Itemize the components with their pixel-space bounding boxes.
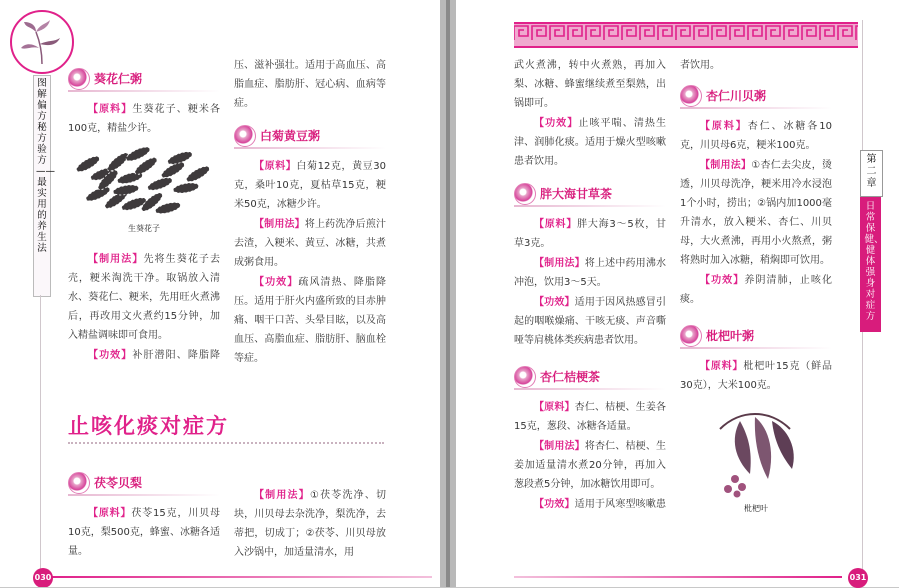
right-column-1 (514, 56, 666, 514)
recipe-title: 杏仁川贝粥 (706, 89, 767, 103)
side-divider (862, 332, 863, 572)
heading-underline (680, 347, 832, 349)
left-page (0, 0, 440, 587)
recipe-heading (68, 470, 220, 496)
effect-text: 止咳平喘、清热生津、润肺化痰。适用于燥火型咳嗽患者饮用。 (514, 118, 667, 167)
ingredients-text: 茯苓15克，川贝母10克，梨500克，蜂蜜、冰糖各适量。 (68, 508, 220, 557)
ingredients-label: 【原料】 (88, 104, 133, 115)
method-label: 【制用法】 (534, 441, 585, 452)
section-title: 止咳化痰对症方 (68, 414, 229, 438)
effect-text: 适用于风寒型咳嗽患 (574, 499, 666, 510)
heading-underline (680, 107, 832, 109)
method-paragraph (514, 437, 666, 494)
method-text: 将上述中药用沸水冲泡，饮用3～5天。 (514, 258, 667, 288)
book-spine (440, 0, 456, 587)
ingredients-label: 【原料】 (534, 219, 578, 230)
method-label: 【制用法】 (534, 258, 585, 269)
flower-logo-icon (10, 10, 74, 74)
recipe-title: 葵花仁粥 (94, 72, 143, 86)
method-text: ①茯苓洗净、切块，川贝母去杂洗净，梨洗净，去蒂把，切成丁；②茯苓、川贝母放入沙锅中，加适量清水，用 (234, 490, 386, 558)
side-title (33, 75, 55, 297)
ingredients-paragraph (68, 100, 220, 138)
recipe-title: 胖大海甘草茶 (540, 187, 613, 201)
ingredients-text: 杏仁、冰糖各10克，川贝母6克，粳米100克。 (680, 121, 833, 151)
method-label: 【制用法】 (700, 160, 752, 171)
ingredients-paragraph (514, 215, 666, 253)
ingredients-label: 【原料】 (700, 121, 748, 132)
effect-paragraph (234, 273, 386, 368)
ingredients-text: 胖大海3～5枚，甘草3克。 (514, 219, 666, 249)
heading-underline (514, 388, 666, 390)
method-text: 将上药洗净后煎汁去渣，入粳米、黄豆、冰糖，共煮成粥食用。 (234, 219, 387, 268)
heading-bullet-icon (68, 472, 90, 494)
ingredients-text: 生葵花子、粳米各100克，精盐少许。 (68, 104, 221, 134)
recipe-heading (680, 323, 832, 349)
chapter-label-box (860, 150, 883, 197)
heading-underline (234, 147, 386, 149)
chapter-title-tab (860, 197, 884, 332)
effect-paragraph (514, 495, 666, 514)
ingredients-label: 【原料】 (700, 361, 744, 372)
method-text: ①杏仁去尖皮，烫透，川贝母洗净，粳米用冷水浸泡1个小时，捞出；②锅内加1000毫升清水，放入粳米、杏仁、川贝母，大火煮沸，再用小火熬煮，粥将熟时加入冰糖，稍焖即可饮用。 (680, 160, 832, 266)
left-column-3 (68, 470, 220, 561)
effect-label: 【功效】 (254, 277, 299, 288)
method-paragraph (680, 156, 832, 270)
recipe-title: 杏仁桔梗茶 (540, 370, 601, 384)
effect-paragraph (514, 293, 666, 350)
recipe-heading (234, 123, 386, 149)
page-number: 030 (33, 568, 53, 587)
section-rule (68, 442, 384, 444)
ingredients-paragraph (680, 117, 832, 155)
effect-label: 【功效】 (534, 118, 579, 129)
recipe-heading (514, 364, 666, 390)
effect-paragraph (514, 114, 666, 171)
effect-label: 【功效】 (534, 499, 575, 510)
right-column-2 (680, 56, 832, 518)
method-text: 将杏仁、桔梗、生姜加适量清水煮20分钟，再加入葱段煮5分钟，加冰糖饮用即可。 (514, 441, 667, 490)
left-column-2 (234, 56, 386, 368)
heading-bullet-icon (514, 366, 536, 388)
left-column-1 (68, 66, 220, 365)
effect-label: 【功效】 (534, 297, 575, 308)
method-paragraph (514, 254, 666, 292)
effect-label: 【功效】 (88, 350, 133, 361)
heading-bullet-icon (68, 68, 90, 90)
ingredients-text: 杏仁、桔梗、生姜各15克，葱段、冰糖各适量。 (514, 402, 667, 432)
effect-label: 【功效】 (700, 275, 745, 286)
method-paragraph (234, 215, 386, 272)
effect-continued: 者饮用。 (680, 60, 720, 71)
recipe-title: 枇杷叶粥 (706, 329, 755, 343)
recipe-title: 白菊黄豆粥 (260, 129, 321, 143)
heading-underline (514, 205, 666, 207)
recipe-title: 茯苓贝梨 (94, 476, 143, 490)
left-column-4 (234, 486, 386, 566)
chapter-label: 第二章 (866, 154, 877, 189)
recipe-heading (680, 83, 832, 109)
effect-text: 养阴清肺，止咳化痰。 (680, 275, 833, 305)
ingredients-paragraph (680, 357, 832, 395)
image-caption: 生葵花子 (128, 224, 160, 233)
recipe-heading (514, 181, 666, 207)
chapter-title: 日常保健、健体强身对症方 (864, 201, 884, 322)
method-text: 先将生葵花子去壳，粳米淘洗干净。取锅放入清水、葵花仁、粳米，先用旺火煮沸后，再改用文火煮约15分钟，加入精盐调味即可食用。 (68, 254, 221, 341)
heading-bullet-icon (680, 85, 702, 107)
effect-text: 补肝潜阳、降脂降 (132, 350, 220, 361)
footer-line (514, 576, 842, 578)
side-divider (40, 295, 41, 575)
side-title-text: 图解偏方秘方验方——最实用的养生法 (36, 78, 55, 254)
method-label: 【制用法】 (254, 219, 305, 230)
method-paragraph (68, 250, 220, 345)
recipe-heading (68, 66, 220, 92)
ingredients-label: 【原料】 (534, 402, 575, 413)
greek-key-border (514, 22, 858, 48)
loquat-leaf-illustration (680, 399, 832, 499)
method-paragraph (234, 486, 386, 562)
effect-paragraph (680, 271, 832, 309)
heading-underline (68, 90, 220, 92)
ingredients-label: 【原料】 (254, 161, 297, 172)
method-label: 【制用法】 (254, 490, 310, 501)
footer-line (52, 576, 432, 578)
page-number: 031 (848, 568, 868, 588)
ingredients-paragraph (514, 398, 666, 436)
side-divider (862, 20, 863, 150)
heading-bullet-icon (514, 183, 536, 205)
ingredients-paragraph (68, 504, 220, 561)
effect-continued: 压、滋补强壮。适用于高血压、高脂血症、脂肪肝、冠心病、血病等症。 (234, 60, 386, 109)
method-label: 【制用法】 (88, 254, 144, 265)
effect-text: 疏风清热、降脂降压。适用于肝火内盛所致的目赤肿痛、咽干口苦、头晕目眩，以及高血压、高脂血症、脂肪肝、脑血栓等症。 (234, 277, 387, 364)
image-caption: 枇杷叶 (744, 504, 768, 513)
ingredients-text: 枇杷叶15克（鲜品30克），大米100克。 (680, 361, 832, 391)
heading-underline (68, 494, 220, 496)
heading-bullet-icon (234, 125, 256, 147)
ingredients-text: 白菊12克，黄豆30克，桑叶10克，夏枯草15克，粳米50克，冰糖少许。 (234, 161, 387, 210)
heading-bullet-icon (680, 325, 702, 347)
method-continued: 武火煮沸，转中火煮熟，再加入梨、冰糖、蜂蜜继续煮至梨熟，出锅即可。 (514, 60, 666, 109)
effect-paragraph (68, 346, 220, 365)
effect-text: 适用于因风热感冒引起的咽喉燥痛、干咳无痰、声音嘶哑等肩桃体类疾病患者饮用。 (514, 297, 667, 346)
ingredients-paragraph (234, 157, 386, 214)
ingredients-label: 【原料】 (88, 508, 132, 519)
